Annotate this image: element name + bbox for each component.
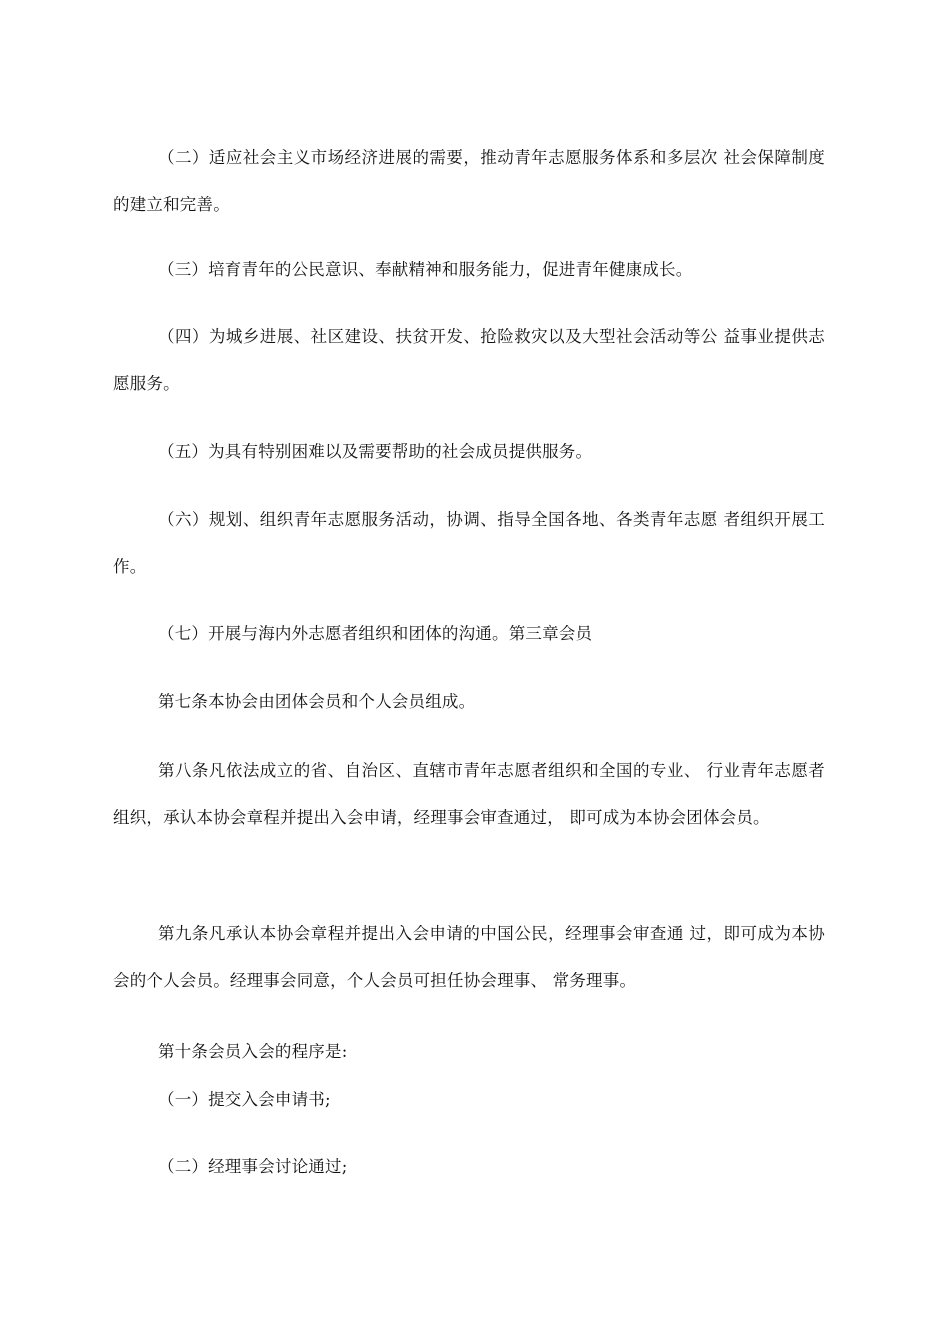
paragraph-4: （四）为城乡进展、社区建设、扶贫开发、抢险救灾以及大型社会活动等公 益事业提供志愿服务。 — [113, 327, 825, 393]
procedure-step-1: （一）提交入会申请书; — [158, 1090, 331, 1109]
article-10: 第十条会员入会的程序是: — [158, 1042, 348, 1061]
article-8: 第八条凡依法成立的省、自治区、直辖市青年志愿者组织和全国的专业、 行业青年志愿者组织，承认本协会章程并提出入会申请，经理事会审查通过， 即可成为本协会团体会员。 — [113, 761, 825, 827]
article-7: 第七条本协会由团体会员和个人会员组成。 — [158, 692, 476, 711]
paragraph-2: （二）适应社会主义市场经济进展的需要，推动青年志愿服务体系和多层次 社会保障制度的建立和完善。 — [113, 148, 825, 214]
article-9: 第九条凡承认本协会章程并提出入会申请的中国公民，经理事会审查通 过，即可成为本协会的个人会员。经理事会同意，个人会员可担任协会理事、 常务理事。 — [113, 924, 825, 990]
paragraph-3: （三）培育青年的公民意识、奉献精神和服务能力，促进青年健康成长。 — [158, 260, 693, 279]
paragraph-6: （六）规划、组织青年志愿服务活动，协调、指导全国各地、各类青年志愿 者组织开展工作。 — [113, 510, 825, 576]
paragraph-5: （五）为具有特别困难以及需要帮助的社会成员提供服务。 — [158, 442, 593, 461]
procedure-step-2: （二）经理事会讨论通过; — [158, 1157, 348, 1176]
paragraph-7: （七）开展与海内外志愿者组织和团体的沟通。第三章会员 — [158, 624, 593, 643]
